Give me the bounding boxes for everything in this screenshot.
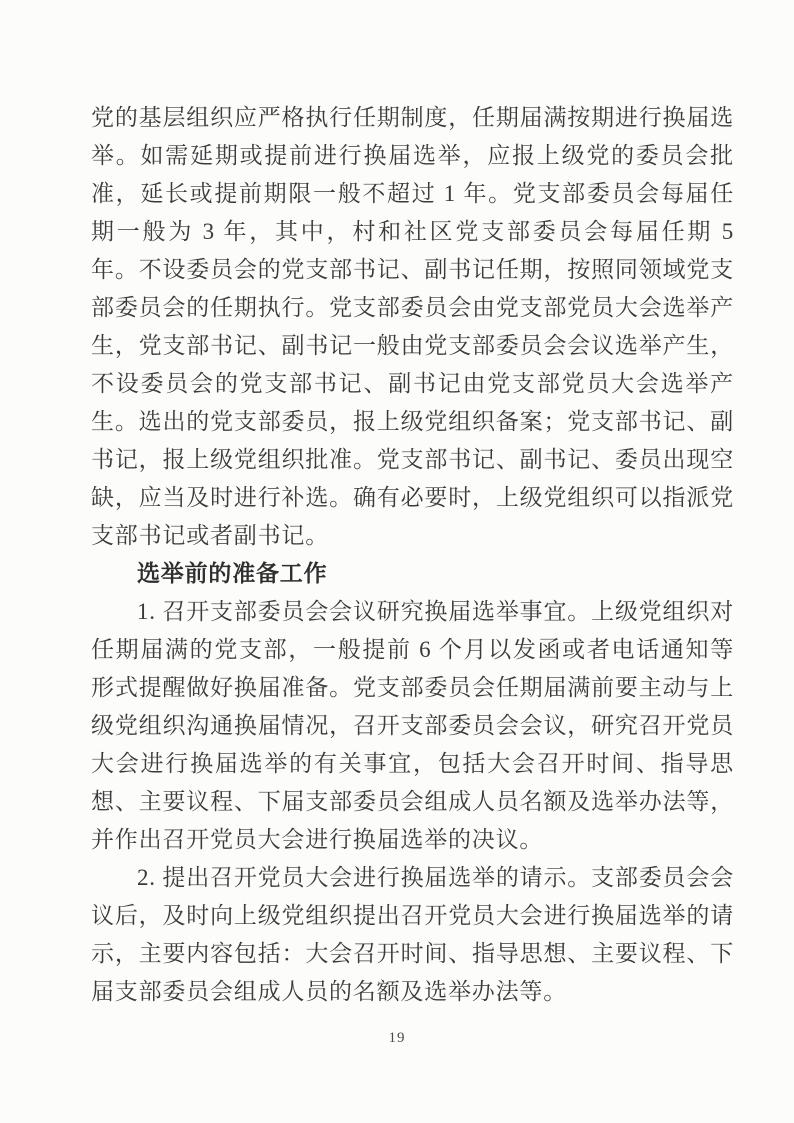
numbered-paragraph-1: 1. 召开支部委员会会议研究换届选举事宜。上级党组织对任期届满的党支部，一般提前 6 个月以发函或者电话通知等形式提醒做好换届准备。党支部委员会任期届满前要主动与上级党组织沟通换届情况，召开支部委员会会议，研究召开党员大会进行换届选举的有关事宜，包括大会召开时间、指导思想、主要议程、下届支部委员会组成人员名额及选举办法等，并作出召开党员大会进行换届选举的决议。 (91, 599, 734, 852)
body-text-paragraph: 党的基层组织应严格执行任期制度，任期届满按期进行换届选举。如需延期或提前进行换届选举，应报上级党的委员会批准，延长或提前期限一般不超过 1 年。党支部委员会每届任期一般为 3 年，其中，村和社区党支部委员会每届任期 5 年。不设委员会的党支部书记、副书记任期，按照同领域党支部委员会的任期执行。党支部委员会由党支部党员大会选举产生，党支部书记、副书记一般由党支部委员会会议选举产生，不设委员会的党支部书记、副书记由党支部党员大会选举产生。选出的党支部委员，报上级党组织备案；党支部书记、副书记，报上级党组织批准。党支部书记、副书记、委员出现空缺，应当及时进行补选。确有必要时，上级党组织可以指派党支部书记或者副书记。 (91, 105, 734, 548)
page-number: 19 (388, 1030, 406, 1046)
numbered-paragraph-2: 2. 提出召开党员大会进行换届选举的请示。支部委员会会议后，及时向上级党组织提出召开党员大会进行换届选举的请示，主要内容包括：大会召开时间、指导思想、主要议程、下届支部委员会组成人员的名额及选举办法等。 (91, 865, 734, 1004)
document-body (91, 99, 734, 1011)
section-heading: 选举前的准备工作 (137, 561, 328, 586)
